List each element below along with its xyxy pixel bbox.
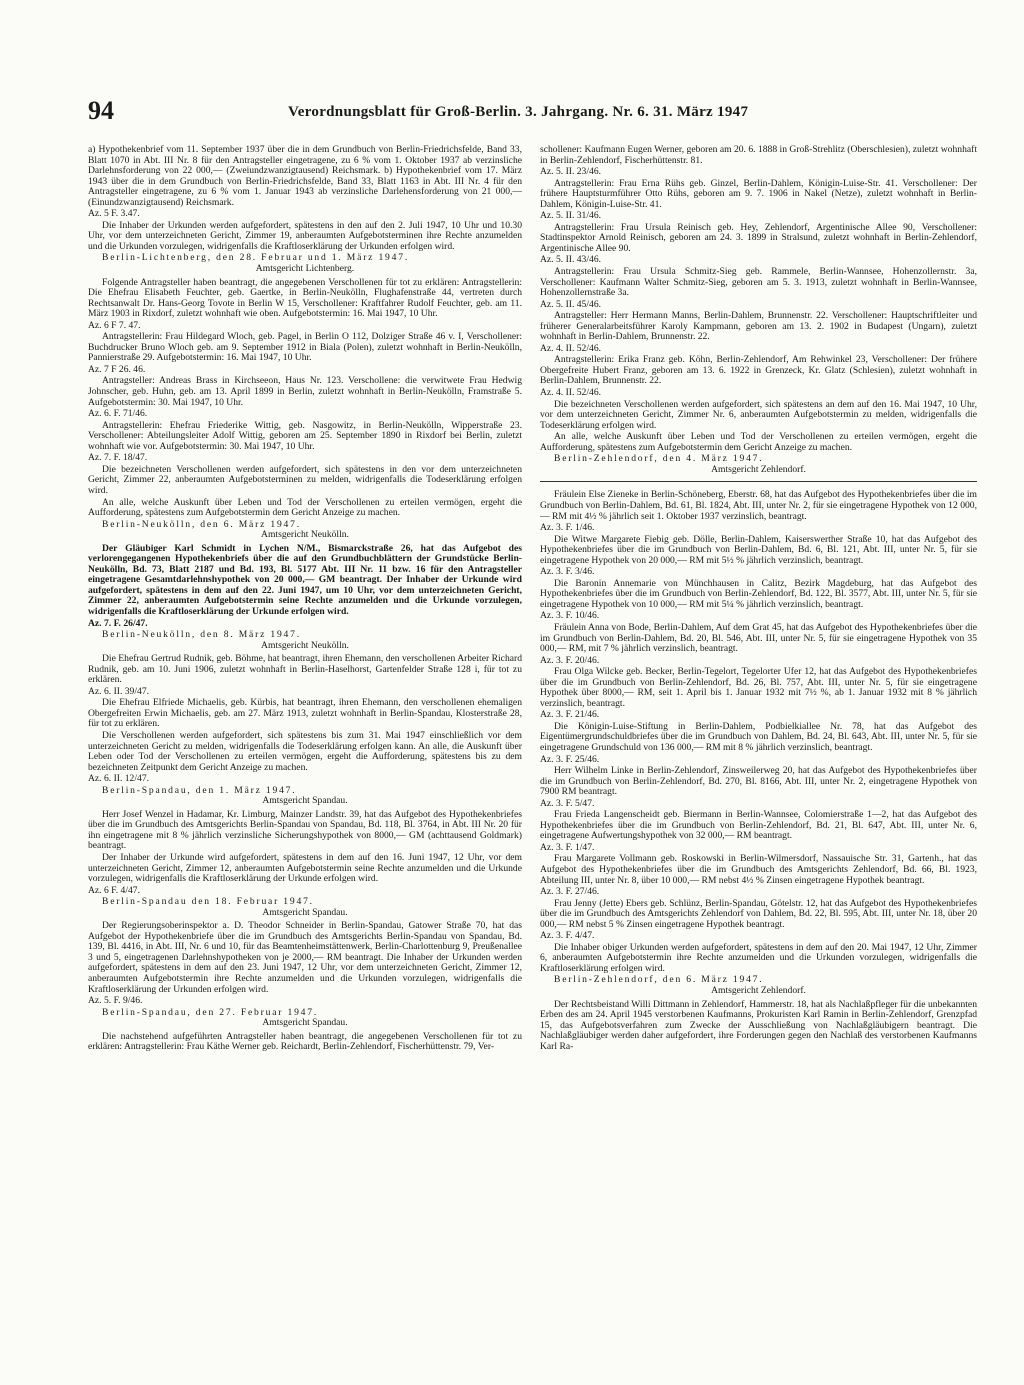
page-header [88,96,978,126]
paragraph: Die Verschollenen werden aufgefordert, sich spätestens bis zum 31. Mai 1947 einschließlich vor dem unterzeichneten Gericht zu melden, widrigenfalls die Todeserklärung erfolgen kann. An alle, die Auskunft über Leben oder Tod der Verschollenen zu erteilen vermögen, ergeht die Aufforderung, spätestens bis zu dem bezeichneten Zeitpunkt dem Gericht Anzeige zu machen. [88,729,522,773]
court-signature: Amtsgericht Zehlendorf. [711,985,806,997]
case-reference: Az. 6 F. 4/47. [88,884,140,896]
place-date-line: Berlin-Neukölln, den 8. März 1947. [102,629,301,641]
paragraph: Frau Olga Wilcke geb. Becker, Berlin-Tegelort, Tegelorter Ufer 12, hat das Aufgebot des Hypothekenbriefes über die im Grundbuch von Berlin-Zehlendorf, Bd. 26, Bl. 757, Abt. III, unter Nr. 5, für sie eingetragene Hypothek über 8000,— RM, seit 1. April bis 1. Januar 1932 mit 7½ %, ab 1. Januar 1932 mit 8 % jährlich verzinslich, beantragt. [540,666,977,709]
paragraph: Antragsteller: Andreas Brass in Kirchseeon, Haus Nr. 123. Verschollene: die verwitwete Frau Hedwig Johnscher, geb. Huhn, geb. am 13. April 1899 in Berlin, zuletzt wohnhaft in Berlin-Neukölln, Framstraße 5. Aufgebotstermin: 30. Mai 1947, 10 Uhr. [88,375,522,408]
case-reference: Az. 5. II. 45/46. [540,298,602,310]
right-column [540,145,977,1385]
case-reference: Az. 3. F. 27/46. [540,886,600,898]
case-reference: Az. 3. F. 25/46. [540,753,600,765]
paragraph: Die Inhaber der Urkunden werden aufgefordert, spätestens in den auf den 2. Juli 1947, 10 Uhr und 10.30 Uhr, vor dem unterzeichneten Gericht, Zimmer 19, anberaumten Aufgebotsterminen ihre Rechte anzumelden und die Urkunden vorzulegen, widrigenfalls die Kraftloserklärung der Urkunden erfolgen wird. [88,219,522,252]
paragraph: Die bezeichneten Verschollenen werden aufgefordert, sich spätestens an dem auf den 16. Mai 1947, 10 Uhr, vor dem unterzeichneten Gericht, Zimmer Nr. 6, anberaumten Aufgebotstermin zu melden, widrigenfalls die Todeserklärung erfolgen wird. [540,398,977,431]
paragraph: Antragsteller: Herr Hermann Manns, Berlin-Dahlem, Brunnenstr. 22. Verschollener: Hauptschriftleiter und früherer Generalarbeitsführer Karoly Kampmann, geboren am 13. 2. 1902 in Budapest (Ungarn), zuletzt wohnhaft in Berlin-Dahlem, Brunnenstr. 22. [540,310,977,343]
case-reference: Az. 5. II. 43/46. [540,254,602,266]
paragraph: Fräulein Anna von Bode, Berlin-Dahlem, Auf dem Grat 45, hat das Aufgebot des Hypothekenbriefes über die im Grundbuch von Berlin-Dahlem, Bd. 20, Bl. 546, Abt. III, unter Nr. 5, für sie eingetragene Hypothek von 35 000,— RM, mit 7 % jährlich verzinslich, beantragt. [540,621,977,655]
paragraph: Die nachstehend aufgeführten Antragsteller haben beantragt, die angegebenen Verschollenen für tot zu erklären: Antragstellerin: Frau Käthe Werner geb. Reichardt, Berlin-Zehlendorf, Fischerhüttenstr. 79, Ver- [88,1030,522,1053]
court-signature: Amtsgericht Zehlendorf. [711,463,806,475]
case-reference: Az. 3. F. 1/46. [540,522,595,534]
place-date-line: Berlin-Zehlendorf, den 6. März 1947. [554,974,764,986]
paragraph: Antragstellerin: Erika Franz geb. Köhn, Berlin-Zehlendorf, Am Rehwinkel 23, Verschollener: Der frühere Obergefreite Hubert Franz, geboren am 13. 6. 1922 in Grenzeck, Kr. Glatz (Schlesien), zuletzt wohnhaft in Berlin-Dahlem, Brunnenstr. 22. [540,354,977,387]
paragraph: Die Witwe Margarete Fiebig geb. Dölle, Berlin-Dahlem, Kaiserswerther Straße 10, hat das Aufgebot des Hypothekenbriefes über die im Grundbuch von Berlin-Dahlem, Bd. 6, Bl. 121, Abt. III, unter Nr. 5, für sie eingetragene Hypothek von 20 000,— RM mit 5½ % jährlich verzinslich, beantragt. [540,533,977,566]
case-reference: Az. 5. II. 31/46. [540,210,602,222]
paragraph: Herr Wilhelm Linke in Berlin-Zehlendorf, Zinsweilerweg 20, hat das Aufgebot des Hypothekenbriefes über die im Grundbuch von Berlin-Zehlendorf, Bd. 270, Bl. 8166, Abt. III, unter Nr. 2, eingetragene Hypothek von 7900 RM beantragt. [540,765,977,798]
case-reference: Az. 3. F. 3/46. [540,566,595,578]
left-column [88,145,522,1355]
paragraph: Frau Margarete Vollmann geb. Roskowski in Berlin-Wilmersdorf, Nassauische Str. 31, Gartenh., hat das Aufgebot des Hypothekenbriefes über die im Grundbuch des Amtsgerichts Zehlendorf, Bd. 66, Bl. 1923, Abteilung III, unter Nr. 8, über 10 000,— RM nebst 4½ % Zinsen eingetragene Hypothek beantragt. [540,853,977,886]
publication-title: Verordnungsblatt für Groß-Berlin. 3. Jahrgang. Nr. 6. 31. März 1947 [288,104,749,120]
paragraph: Der Gläubiger Karl Schmidt in Lychen N/M., Bismarckstraße 26, hat das Aufgebot des verlorengegangenen Hypothekenbriefs über die auf den Grundbuchblättern der Grundstücke Berlin-Neukölln, Bd. 73, Blatt 2187 und Bd. 193, Bl. 5177 Abt. III Nr. 11 bzw. 16 für den Antragsteller eingetragene Gesamtdarlehnshypothek von 20 000,— GM beantragt. Der Inhaber der Urkunde wird aufgefordert, spätestens in dem auf den 22. Juni 1947, um 10 Uhr, vor dem unterzeichneten Gericht, Zimmer 22, anberaumten Aufgebotstermin seine Rechte anzumelden und die Urkunde vorzulegen, widrigenfalls die Kraftloserklärung der Urkunde erfolgen wird. [88,542,522,617]
paragraph: An alle, welche Auskunft über Leben und Tod der Verschollenen zu erteilen vermögen, ergeht die Aufforderung, spätestens zum Aufgebotstermin dem Gericht Anzeige zu machen. [88,496,522,519]
paragraph: Der Regierungsoberinspektor a. D. Theodor Schneider in Berlin-Spandau, Gatower Straße 70, hat das Aufgebot der Hypothekenbriefe über die im Grundbuch des Amtsgerichts Berlin-Spandau von Spandau, Bd. 139, Bl. 4416, in Abt. III, Nr. 6 und 10, für das Beamtenheimstättenwerk, Berlin-Charlottenburg 9, Preußenallee 3 und 5, eingetragenen Darlehnshypotheken von je 2000,— RM beantragt. Die Inhaber der Urkunden werden aufgefordert, spätestens in dem auf den 23. Juni 1947, 12 Uhr, vor dem unterzeichneten Gericht, Zimmer 12, anberaumten Aufgebotstermin ihre Rechte anzumelden und die Urkunden vorzulegen, widrigenfalls die Kraftloserklärung der Urkunden erfolgen wird. [88,920,522,995]
case-reference: Az. 3. F. 20/46. [540,654,600,666]
place-date-line: Berlin-Spandau den 18. Februar 1947. [102,896,314,908]
paragraph: Die Baronin Annemarie von Münchhausen in Calitz, Bezirk Magdeburg, hat das Aufgebot des Hypothekenbriefes über die im Grundbuch von Berlin-Zehlendorf, Bd. 122, Bl. 3577, Abt. III, unter Nr. 5, für sie eingetragene Hypothek von 10 000,— RM mit 5¼ % jährlich verzinslich, beantragt. [540,577,977,610]
court-signature: Amtsgericht Spandau. [262,906,348,918]
case-reference: Az. 3. F. 5/47. [540,797,595,809]
paragraph: Antragstellerin: Frau Erna Rühs geb. Ginzel, Berlin-Dahlem, Königin-Luise-Str. 41. Verschollener: Der frühere Hauptsturmführer Otto Rühs, geboren am 9. 7. 1906 in Nakel (Netze), zuletzt wohnhaft in Berlin-Dahlem, Königin-Luise-Str. 41. [540,177,977,210]
court-signature: Amtsgericht Lichtenberg. [255,263,355,275]
court-signature: Amtsgericht Neukölln. [261,639,349,651]
paragraph: a) Hypothekenbrief vom 11. September 1937 über die in dem Grundbuch von Berlin-Friedrichsfelde, Band 33, Blatt 1070 in Abt. III Nr. 8 für den Antragsteller eingetragene, zu 6 % vom 1. Oktober 1937 ab verzinsliche Darlehnsforderung von 22 000,— (Zweiundzwanzigtausend) Reichsmark. b) Hypothekenbrief vom 17. März 1943 über die in dem Grundbuch von Berlin-Friedrichsfelde, Band 33, Blatt 1163 in Abt. III Nr. 4 für den Antragsteller eingetragene, zu 6 % vom 1. Januar 1943 ab verzinsliche Darlehensforderung von 21 000,— (Einundzwanzigtausend) Reichsmark. [88,145,522,208]
case-reference: Az. 3. F. 1/47. [540,841,595,853]
place-date-line: Berlin-Spandau, den 27. Februar 1947. [102,1006,319,1018]
place-date-line: Berlin-Lichtenberg, den 28. Februar und 1. März 1947. [102,252,410,264]
paragraph: Folgende Antragsteller haben beantragt, die angegebenen Verschollenen für tot zu erklären: Antragstellerin: Die Ehefrau Elisabeth Feuchter, geb. Gaertke, in Berlin-Neukölln, Flughafenstraße 44, vertreten durch Rechtsanwalt Dr. Hans-Georg Tovote in Berlin W 15, Verschollener: Kraftfahrer Rudolf Feuchter, geb. am 11. März 1903 in Rixdorf, zuletzt wohnhaft wie oben. Aufgebotstermin: 16. Mai 1947, 10 Uhr. [88,276,522,320]
court-signature: Amtsgericht Spandau. [262,795,348,807]
paragraph: Antragstellerin: Frau Ursula Schmitz-Sieg geb. Rammele, Berlin-Wannsee, Hohenzollernstr. 3a, Verschollener: Kaufmann Walter Schmitz-Sieg, geboren am 5. 3. 1913, zuletzt wohnhaft in Berlin-Wannsee, Hohenzollernstraße 3a. [540,266,977,299]
case-reference: Az. 7. F. 26/47. [88,617,148,629]
case-reference: Az. 6. II. 39/47. [88,685,150,697]
paragraph: Fräulein Else Zieneke in Berlin-Schöneberg, Eberstr. 68, hat das Aufgebot des Hypothekenbriefes über die im Grundbuch von Berlin-Dahlem, Bd. 61, Bl. 1824, Abt. III, unter Nr. 2, für sie eingetragene Hypothek von 12 000,— RM mit 4½ % jährlich seit 1. Oktober 1937 verzinslich, beantragt. [540,489,977,522]
place-date-line: Berlin-Zehlendorf, den 4. März 1947. [554,453,764,465]
place-date-line: Berlin-Neukölln, den 6. März 1947. [102,518,301,530]
paragraph: Antragstellerin: Ehefrau Friederike Wittig, geb. Nasgowitz, in Berlin-Neukölln, Wipperstraße 23. Verschollener: Abteilungsleiter Adolf Wittig, geboren am 25. September 1890 in Rixdorf bei Berlin, zuletzt wohnhaft wie vor. Aufgebotstermin: 30. Mai 1947, 10 Uhr. [88,419,522,452]
paragraph: Die Ehefrau Elfriede Michaelis, geb. Kürbis, hat beantragt, ihren Ehemann, den verschollenen ehemaligen Obergefreiten Erwin Michaelis, geb. am 27. März 1913, zuletzt wohnhaft in Berlin-Spandau, Klosterstraße 28, für tot zu erklären. [88,697,522,730]
paragraph: Der Rechtsbeistand Willi Dittmann in Zehlendorf, Hammerstr. 18, hat als Nachlaßpfleger für die unbekannten Erben des am 24. April 1945 verstorbenen Kaufmanns, Prokuristen Karl Ramin in Berlin-Zehlendorf, Grenzpfad 15, das Aufgebotsverfahren zum Zwecke der Ausschließung von Nachlaßgläubigern beantragt. Die Nachlaßgläubiger werden daher aufgefordert, ihre Forderungen gegen den Nachlaß des verstorbenen Kaufmanns Karl Ra- [540,998,977,1052]
case-reference: Az. 6 F 7. 47. [88,319,141,331]
court-signature: Amtsgericht Spandau. [262,1017,348,1029]
court-signature: Amtsgericht Neukölln. [261,529,349,541]
case-reference: Az. 6. F. 71/46. [88,408,148,420]
paragraph: Antragstellerin: Frau Ursula Reinisch geb. Hey, Zehlendorf, Argentinische Allee 90, Verschollener: Stadtinspektor Arnold Reinisch, geboren am 24. 3. 1899 in Stralsund, zuletzt wohnhaft in Berlin-Zehlendorf, Argentinische Allee 90. [540,221,977,254]
case-reference: Az. 5 F. 3.47. [88,208,140,220]
paragraph: Herr Josef Wenzel in Hadamar, Kr. Limburg, Mainzer Landstr. 39, hat das Aufgebot des Hypothekenbriefes über die im Grundbuch des Amtsgerichts Berlin-Spandau von Spandau, Bd. 118, Bl. 3764, in Abt. III Nr. 20 für ihn eingetragene mit 8 % jährlich verzinsliche Sicherungshypothek von 8000,— GM (achttausend Goldmark) beantragt. [88,808,522,852]
case-reference: Az. 7. F. 18/47. [88,452,148,464]
paragraph: Der Inhaber der Urkunde wird aufgefordert, spätestens in dem auf den 16. Juni 1947, 12 Uhr, vor dem unterzeichneten Gericht, Zimmer 12, anberaumten Aufgebotstermin seine Rechte anzumelden und die Urkunde vorzulegen, widrigenfalls die Kraftloserklärung der Urkunde erfolgen wird. [88,852,522,885]
paragraph: schollener: Kaufmann Eugen Werner, geboren am 20. 6. 1888 in Groß-Strehlitz (Oberschlesien), zuletzt wohnhaft in Berlin-Zehlendorf, Fischerhüttenstr. 81. [540,145,977,166]
case-reference: Az. 3. F. 21/46. [540,709,600,721]
paragraph: Frau Frieda Langenscheidt geb. Biermann in Berlin-Wannsee, Colomierstraße 1—2, hat das Aufgebot des Hypothekenbriefes über die im Grundbuch von Berlin-Zehlendorf, Bd. 21, Bl. 647, Abt. III, unter Nr. 6, eingetragene Aufwertungshypothek von 32 000,— RM beantragt. [540,809,977,842]
place-date-line: Berlin-Spandau, den 1. März 1947. [102,784,297,796]
paragraph: Frau Jenny (Jette) Ebers geb. Schlünz, Berlin-Spandau, Götelstr. 12, hat das Aufgebot des Hypothekenbriefes über die im Grundbuch des Amtsgerichts Zehlendorf von Dahlem, Bd. 22, Bl. 595, Abt. III, unter Nr. 18, über 20 000,— RM nebst 5 % Zinsen eingetragene Hypothek beantragt. [540,897,977,930]
case-reference: Az. 4. II. 52/46. [540,387,602,399]
case-reference: Az. 3. F. 4/47. [540,930,595,942]
paragraph: Die Königin-Luise-Stiftung in Berlin-Dahlem, Podbielkiallee Nr. 78, hat das Aufgebot des Eigentümergrundschuldbriefes über die im Grundbuch von Dahlem, Bd. 24, Bl. 643, Abt. III, unter Nr. 5, für sie eingetragene Grundschuld von 136 000,— RM mit 8 % jährlich verzinslich, beantragt. [540,720,977,753]
case-reference: Az. 4. II. 52/46. [540,342,602,354]
page-number: 94 [88,96,114,125]
paragraph: Die bezeichneten Verschollenen werden aufgefordert, sich spätestens in den vor dem unterzeichneten Gericht, Zimmer 22, anberaumten Aufgebotsterminen zu melden, widrigenfalls die Todeserklärung erfolgen wird. [88,463,522,496]
section-divider [540,481,977,482]
case-reference: Az. 3. F. 10/46. [540,610,600,622]
paragraph: Die Inhaber obiger Urkunden werden aufgefordert, spätestens in dem auf den 20. Mai 1947, 12 Uhr, Zimmer 6, anberaumten Aufgebotstermin ihre Rechte anzumelden und die Urkunden vorzulegen, widrigenfalls die Kraftloserklärung erfolgen wird. [540,941,977,974]
paragraph: Die Ehefrau Gertrud Rudnik, geb. Böhme, hat beantragt, ihren Ehemann, den verschollenen Arbeiter Richard Rudnik, geb. am 10. Juni 1906, zuletzt wohnhaft in Berlin-Haselhorst, Gartenfelder Straße 128 i, für tot zu erklären. [88,653,522,686]
case-reference: Az. 5. II. 23/46. [540,166,602,178]
paragraph: Antragstellerin: Frau Hildegard Wloch, geb. Pagel, in Berlin O 112, Dolziger Straße 46 v. I, Verschollener: Buchdrucker Bruno Wloch geb. am 9. September 1912 in Biala (Polen), zuletzt wohnhaft in Berlin-Neukölln, Pannierstraße 29. Aufgebotstermin: 16. Mai 1947, 10 Uhr. [88,331,522,364]
case-reference: Az. 5. F. 9/46. [88,995,143,1007]
case-reference: Az. 7 F 26. 46. [88,363,146,375]
paragraph: An alle, welche Auskunft über Leben und Tod der Verschollenen zu erteilen vermögen, ergeht die Aufforderung, spätestens zum Aufgebotstermin dem Gericht Anzeige zu machen. [540,431,977,453]
case-reference: Az. 6. II. 12/47. [88,773,150,785]
